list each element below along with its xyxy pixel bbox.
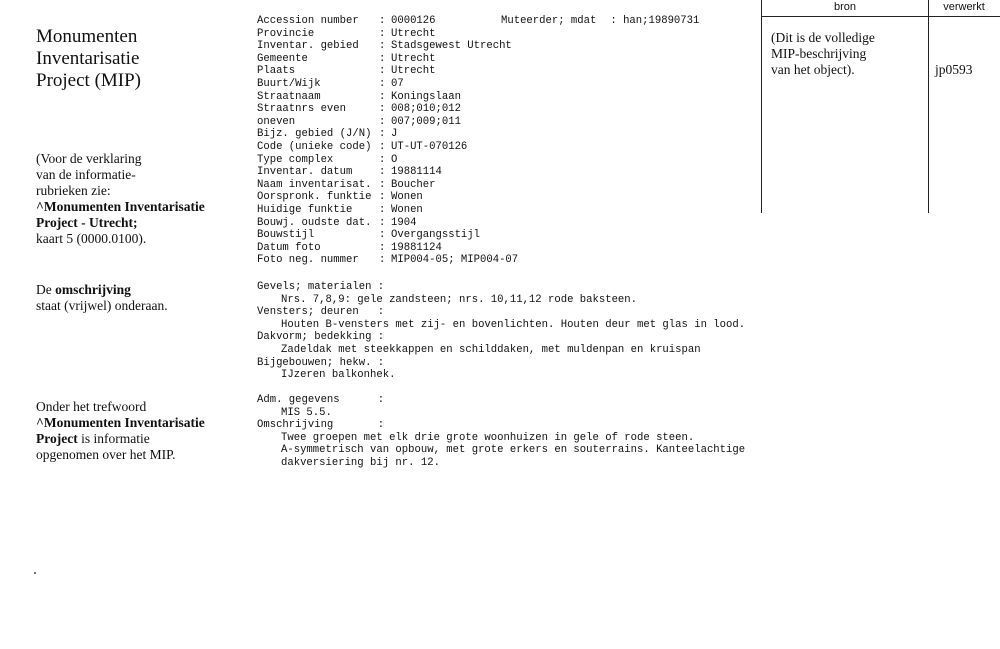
field-value: 1904 (391, 216, 417, 229)
note-line: Onder het trefwoord (36, 399, 147, 414)
record-field (257, 65, 762, 78)
field-label: Oorspronk. funktie (257, 191, 372, 204)
note-line: kaart 5 (0000.0100). (36, 231, 147, 246)
record-field (257, 116, 762, 129)
record-section-label: Gevels; materialen : (257, 281, 385, 293)
record-field (257, 78, 762, 91)
field-label: Gemeente (257, 52, 308, 65)
bron-header: bron (762, 0, 928, 17)
title-line: Inventarisatie (36, 48, 140, 69)
field-colon: : (379, 77, 386, 90)
keyword-note (36, 399, 205, 463)
reference-keyword: Project (36, 431, 78, 446)
field-label: Naam inventarisat. (257, 178, 372, 191)
record-section-label: Adm. gegevens : (257, 394, 385, 406)
note-line: (Voor de verklaring (36, 151, 142, 166)
field-label: Buurt/Wijk (257, 77, 321, 90)
field-value: Koningslaan (391, 90, 461, 103)
field-value: MIP004-05; MIP004-07 (391, 254, 519, 267)
record-field (257, 154, 762, 167)
left-column (36, 26, 251, 462)
record-field (257, 254, 762, 267)
mutator-value: han;19890731 (623, 15, 700, 27)
description-note (36, 282, 168, 314)
field-colon: : (379, 15, 386, 27)
field-label: Inventar. gebied (257, 40, 359, 53)
record-field (257, 229, 762, 242)
record-field (257, 204, 762, 217)
field-label: Huidige funktie (257, 203, 353, 216)
bron-text (771, 30, 921, 78)
column-divider (928, 0, 929, 213)
field-value: Wonen (391, 203, 423, 216)
record-fields (257, 15, 762, 267)
field-label: Plaats (257, 65, 296, 78)
field-label: Datum foto (257, 241, 321, 254)
record-field (257, 40, 762, 53)
field-colon: : (379, 27, 386, 40)
field-colon: : (379, 90, 386, 103)
record-field (257, 141, 762, 154)
record-text-line: Zadeldak met steekkappen en schilddaken, met muldenpan en kruispan (281, 343, 701, 356)
field-colon: : (379, 254, 386, 267)
explanation-note (36, 151, 205, 247)
field-value: Overgangsstijl (391, 229, 481, 242)
field-colon: : (379, 178, 386, 191)
field-value: 07 (391, 77, 404, 90)
field-value: Utrecht (391, 65, 436, 78)
reference-keyword: ^Monumenten Inventarisatie (36, 199, 205, 214)
field-label: Straatnrs even (257, 103, 347, 116)
verwerkt-value: jp0593 (935, 62, 973, 77)
field-label: oneven (257, 115, 296, 128)
field-label: Code (unieke code) (257, 140, 372, 153)
administration-description (257, 394, 745, 470)
field-colon: : (379, 140, 386, 153)
field-label: Bijz. gebied (J/N) (257, 128, 372, 141)
record-field (257, 179, 762, 192)
title-line: Monumenten (36, 26, 138, 47)
record-text-line: Houten B-vensters met zij- en bovenlichten. Houten deur met glas in lood. (281, 318, 746, 331)
field-colon: : (379, 166, 386, 179)
field-colon: : (379, 40, 386, 53)
record-section-label: Omschrijving : (257, 419, 385, 432)
record-section-label: Bijgebouwen; hekw. : (257, 356, 385, 369)
field-colon: : (610, 15, 617, 27)
record-field (257, 166, 762, 179)
record-section-label: Vensters; deuren : (257, 306, 385, 319)
mutator-label: Muteerder; mdat (501, 15, 597, 27)
field-value: O (391, 153, 398, 166)
monument-record (257, 15, 762, 469)
reference-keyword: Project - Utrecht; (36, 215, 138, 230)
column-divider (761, 0, 762, 213)
field-value: J (391, 128, 398, 141)
field-colon: : (379, 115, 386, 128)
field-label: Inventar. datum (257, 166, 353, 179)
record-text-line: A-symmetrisch van opbouw, met grote erkers en souterrains. Kanteelachtige (281, 444, 746, 457)
field-colon: : (379, 216, 386, 229)
bron-line: (Dit is de volledige (771, 30, 875, 45)
record-field (257, 128, 762, 141)
field-colon: : (379, 191, 386, 204)
title-line: Project (MIP) (36, 70, 142, 91)
field-value: 007;009;011 (391, 115, 461, 128)
record-field (257, 53, 762, 66)
field-value: Stadsgewest Utrecht (391, 40, 512, 53)
record-text-line: dakversiering bij nr. 12. (281, 456, 440, 469)
field-label: Bouwstijl (257, 229, 315, 242)
record-text-line: Twee groepen met elk drie grote woonhuizen in gele of rode steen. (281, 431, 695, 444)
record-text-line: MIS 5.5. (281, 406, 332, 419)
record-field (257, 28, 762, 41)
field-label: Accession number (257, 15, 359, 27)
note-line: van de informatie- (36, 167, 136, 182)
bron-line: van het object). (771, 62, 855, 77)
field-label: Provincie (257, 27, 315, 40)
field-value: 0000126 (391, 15, 436, 27)
field-value: 008;010;012 (391, 103, 461, 116)
record-field (257, 103, 762, 116)
description-keyword: omschrijving (55, 282, 131, 297)
field-colon: : (379, 103, 386, 116)
record-field (257, 191, 762, 204)
field-value: Wonen (391, 191, 423, 204)
record-text-line: IJzeren balkonhek. (281, 369, 396, 382)
verwerkt-header: verwerkt (928, 0, 1000, 17)
scan-speck (34, 572, 36, 574)
mutator-field (501, 15, 699, 28)
field-colon: : (379, 203, 386, 216)
note-text: is informatie (77, 431, 150, 446)
note-line: staat (vrijwel) onderaan. (36, 298, 168, 313)
record-field (257, 91, 762, 104)
note-prefix: De (36, 282, 56, 297)
field-value: UT-UT-070126 (391, 140, 468, 153)
field-colon: : (379, 128, 386, 141)
field-value: Utrecht (391, 27, 436, 40)
field-value: Boucher (391, 178, 436, 191)
field-value: 19881124 (391, 241, 442, 254)
field-colon: : (379, 153, 386, 166)
bron-line: MIP-beschrijving (771, 46, 867, 61)
record-field (257, 242, 762, 255)
field-colon: : (379, 229, 386, 242)
building-features (257, 281, 745, 382)
record-section-label: Dakvorm; bedekking : (257, 331, 385, 344)
field-label: Bouwj. oudste dat. (257, 216, 372, 229)
field-label: Straatnaam (257, 90, 321, 103)
field-colon: : (379, 241, 386, 254)
field-value: Utrecht (391, 52, 436, 65)
field-colon: : (379, 65, 386, 78)
note-line: opgenomen over het MIP. (36, 447, 176, 462)
reference-keyword: ^Monumenten Inventarisatie (36, 415, 205, 430)
field-label: Foto neg. nummer (257, 254, 359, 267)
field-value: 19881114 (391, 166, 442, 179)
record-text-line: Nrs. 7,8,9: gele zandsteen; nrs. 10,11,12 rode baksteen. (281, 293, 638, 306)
record-field (257, 217, 762, 230)
page-title (36, 26, 251, 92)
field-label: Type complex (257, 153, 334, 166)
note-line: rubrieken zie: (36, 183, 111, 198)
field-colon: : (379, 52, 386, 65)
